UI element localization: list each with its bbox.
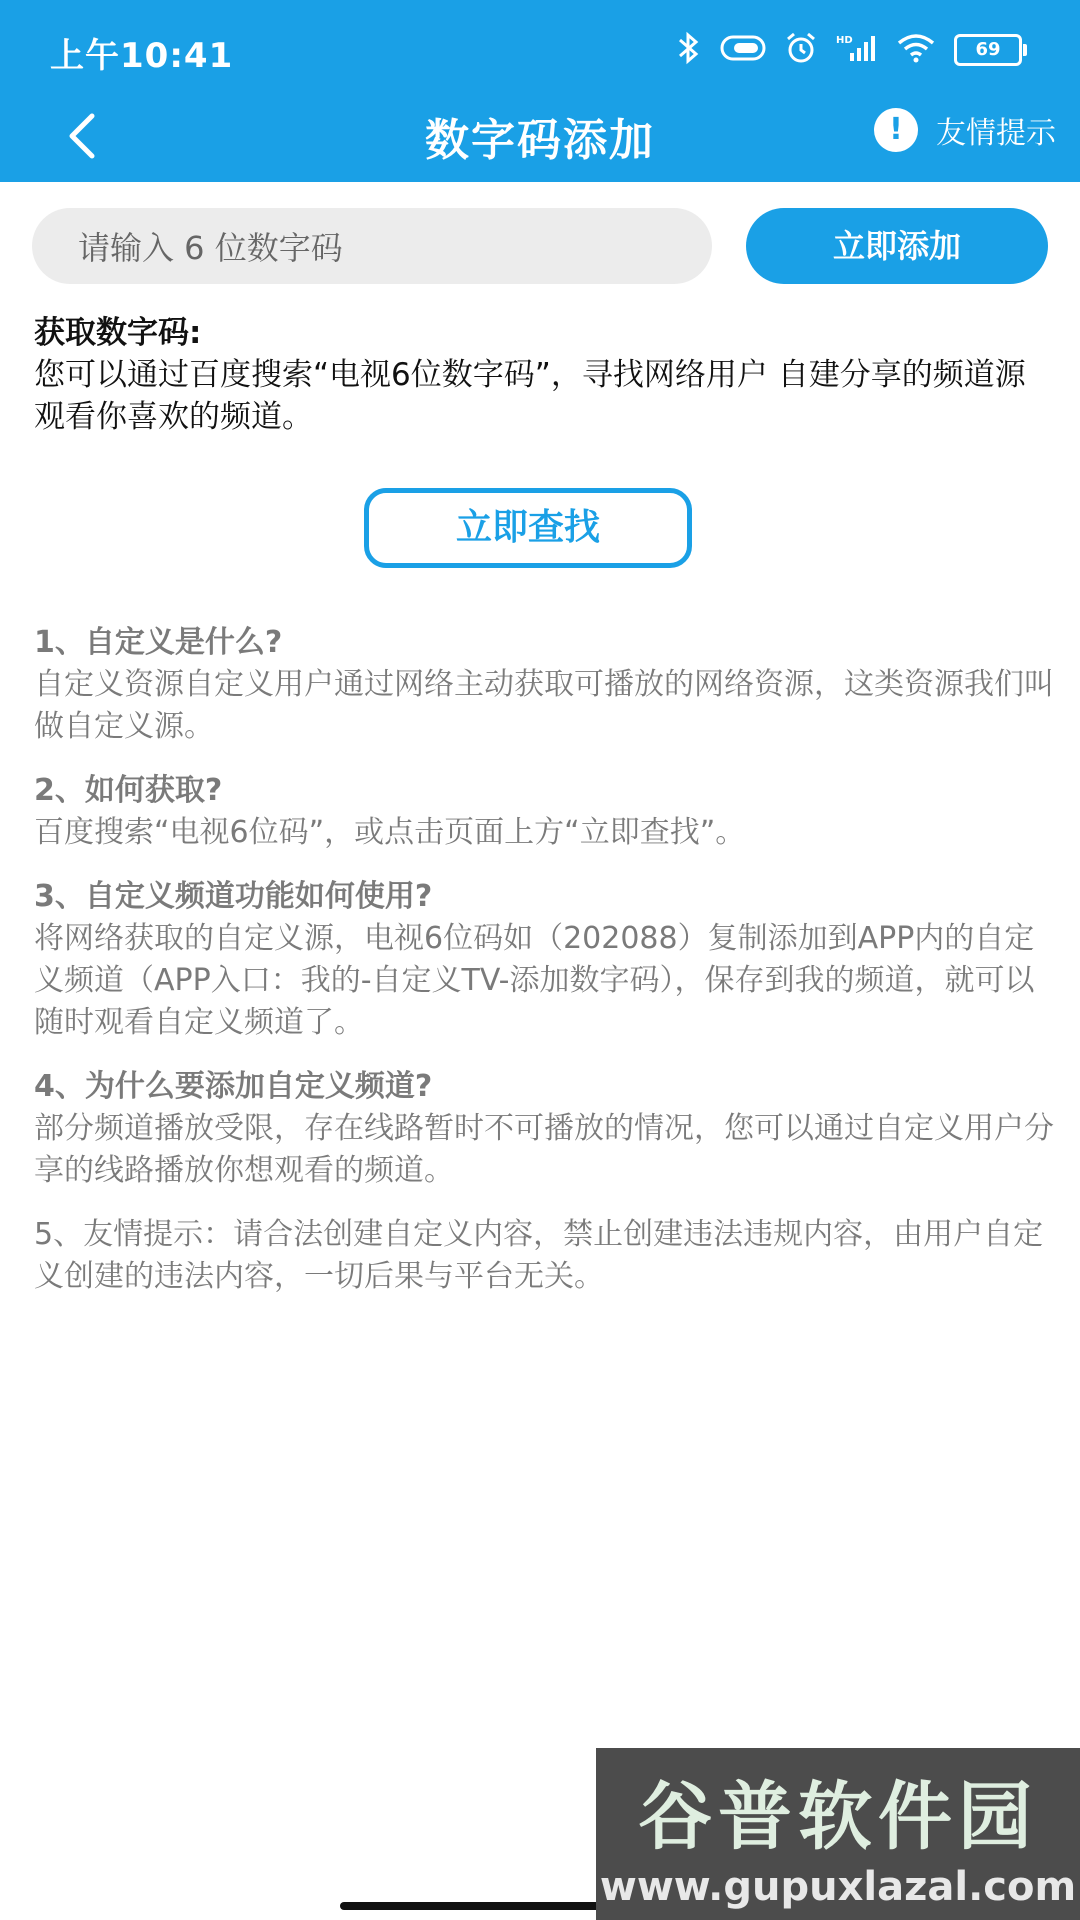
- code-input-placeholder: 请输入 6 位数字码: [78, 229, 343, 267]
- tips-button[interactable]: [874, 108, 1056, 152]
- intro-heading: 获取数字码:: [34, 315, 202, 351]
- page-title: 数字码添加: [425, 115, 655, 166]
- add-now-button[interactable]: 立即添加: [746, 208, 1048, 284]
- toggle-icon: [720, 34, 766, 66]
- faq-notice: 5、友情提示：请合法创建自定义内容，禁止创建违法违规内容，由用户自定义创建的违法内容，一切后果与平台无关。: [34, 1217, 1044, 1294]
- watermark-logo: [596, 1748, 1080, 1920]
- faq-answer: 自定义资源自定义用户通过网络主动获取可播放的网络资源，这类资源我们叫做自定义源。: [34, 667, 1054, 744]
- exclamation-icon: !: [874, 108, 918, 152]
- wifi-icon: [896, 33, 936, 67]
- faq-question: 2、如何获取?: [34, 773, 223, 808]
- watermark-brand: 谷普软件园: [638, 1774, 1038, 1860]
- svg-text:HD: HD: [836, 35, 853, 46]
- status-icons: [676, 28, 1022, 72]
- faq-item: [34, 770, 1054, 854]
- app-header: [0, 0, 1080, 182]
- faq-item: [34, 1214, 1054, 1298]
- bluetooth-icon: [676, 30, 702, 70]
- faq-list: [34, 622, 1054, 1320]
- alarm-icon: [784, 31, 818, 69]
- signal-icon: [836, 33, 878, 67]
- status-bar: [0, 0, 1080, 90]
- code-input[interactable]: [32, 208, 712, 284]
- faq-item: [34, 622, 1054, 748]
- faq-question: 3、自定义频道功能如何使用?: [34, 879, 433, 914]
- intro-text: 您可以通过百度搜索“电视6位数字码”，寻找网络用户 自建分享的频道源观看你喜欢的频道。: [34, 357, 1026, 435]
- faq-question: 4、为什么要添加自定义频道?: [34, 1069, 433, 1104]
- faq-answer: 部分频道播放受限，存在线路暂时不可播放的情况，您可以通过自定义用户分享的线路播放你想观看的频道。: [34, 1111, 1054, 1188]
- status-time: 上午10:41: [50, 36, 234, 76]
- faq-item: [34, 876, 1054, 1044]
- find-now-button[interactable]: 立即查找: [364, 488, 692, 568]
- faq-answer: 百度搜索“电视6位码”，或点击页面上方“立即查找”。: [34, 815, 746, 850]
- faq-answer: 将网络获取的自定义源，电视6位码如（202088）复制添加到APP内的自定义频道（APP入口：我的-自定义TV-添加数字码），保存到我的频道，就可以随时观看自定义频道了。: [34, 921, 1035, 1040]
- battery-icon: 69: [954, 34, 1022, 66]
- intro-section: [34, 312, 1054, 438]
- faq-item: [34, 1066, 1054, 1192]
- watermark-url: www.gupuxlazal.com: [599, 1864, 1077, 1910]
- nav-bar: [0, 90, 1080, 182]
- faq-question: 1、自定义是什么?: [34, 625, 283, 660]
- tips-label: 友情提示: [936, 116, 1056, 151]
